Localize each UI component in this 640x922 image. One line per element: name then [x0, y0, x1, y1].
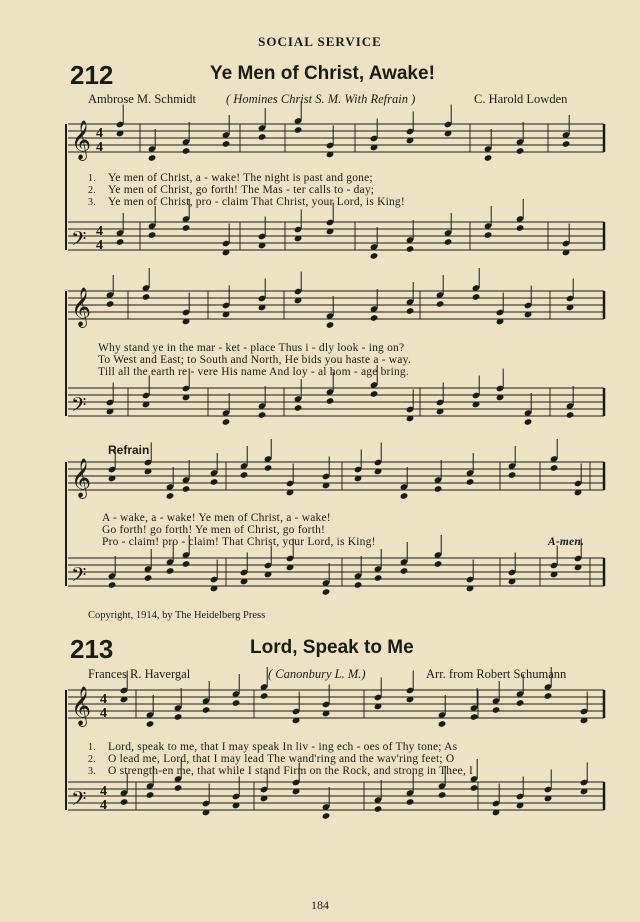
verse-line: Till all the earth re - vere His name And loy - al hom - age bring.	[98, 366, 409, 378]
note-head	[182, 147, 191, 155]
refrain-label: Refrain	[108, 443, 150, 457]
verse-text: Ye men of Christ, pro - claim That Christ, your Lord, is King!	[108, 196, 405, 208]
treble-clef: 𝄞	[71, 686, 92, 726]
note-head	[142, 293, 151, 301]
note-head	[374, 574, 383, 582]
note-head	[354, 581, 363, 589]
time-signature-top: 4	[96, 224, 103, 239]
note-head	[326, 321, 335, 329]
time-signature-top: 4	[96, 126, 103, 141]
note-head	[466, 478, 475, 486]
note-head	[400, 492, 409, 500]
note-head	[264, 464, 273, 472]
note-head	[106, 300, 115, 308]
note-head	[566, 411, 575, 419]
note-head	[438, 791, 447, 799]
time-signature-top: 4	[100, 692, 107, 707]
verse-text: Ye men of Christ, go forth! The Mas - ter calls to - day;	[108, 184, 375, 196]
tune-meter: ( Canonbury L. M.)	[268, 667, 366, 681]
note-head	[374, 805, 383, 813]
note-head	[174, 713, 183, 721]
verse-line: Why stand ye in the mar - ket - place Thus i - dly look - ing on?	[98, 342, 405, 354]
note-head	[436, 300, 445, 308]
note-head	[258, 411, 267, 419]
hymn-composer: C. Harold Lowden	[474, 92, 568, 106]
note-head	[562, 140, 571, 148]
note-head	[470, 713, 479, 721]
note-head	[144, 574, 153, 582]
note-head	[202, 706, 211, 714]
note-head	[470, 784, 479, 792]
note-head	[406, 245, 415, 253]
note-head	[182, 485, 191, 493]
note-head	[484, 154, 493, 162]
verse-line	[88, 196, 405, 208]
bass-clef: 𝄢	[71, 393, 87, 421]
note-head	[222, 418, 231, 426]
note-head	[148, 231, 157, 239]
verse-line: To West and East; to South and North, He bids you haste a - way.	[98, 354, 411, 366]
verse-number: 1.	[88, 742, 96, 753]
note-head	[370, 314, 379, 322]
refrain-line: A - wake, a - wake! Ye men of Christ, a - wake!	[102, 512, 331, 524]
note-head	[370, 252, 379, 260]
note-head	[438, 720, 447, 728]
note-head	[370, 390, 379, 398]
note-head	[492, 706, 501, 714]
verse-text: O lead me, Lord, that I may lead The wand'ring and the wav'ring feet; O	[108, 753, 455, 765]
verse-number: 1.	[88, 173, 96, 184]
note-head	[516, 699, 525, 707]
note-head	[294, 404, 303, 412]
note-head	[120, 798, 129, 806]
note-head	[182, 560, 191, 568]
note-head	[146, 720, 155, 728]
note-head	[544, 692, 553, 700]
bass-clef: 𝄢	[71, 563, 87, 591]
note-head	[322, 812, 331, 820]
note-head	[108, 581, 117, 589]
note-head	[406, 307, 415, 315]
verse-line	[88, 172, 373, 184]
note-head	[550, 464, 559, 472]
treble-clef: 𝄞	[71, 458, 92, 498]
treble-clef: 𝄞	[71, 287, 92, 327]
time-signature-bottom: 4	[100, 798, 107, 813]
note-head	[434, 560, 443, 568]
note-head	[294, 126, 303, 134]
note-head	[516, 147, 525, 155]
hymn-composer: Arr. from Robert Schumann	[426, 667, 567, 681]
note-head	[434, 485, 443, 493]
note-head	[210, 478, 219, 486]
hymn-author: Ambrose M. Schmidt	[88, 92, 196, 106]
note-head	[146, 791, 155, 799]
note-head	[322, 588, 331, 596]
note-head	[524, 418, 533, 426]
note-head	[116, 238, 125, 246]
note-head	[508, 471, 517, 479]
bass-clef: 𝄢	[71, 787, 87, 815]
note-head	[326, 397, 335, 405]
hymn-number: 212	[70, 60, 114, 90]
note-head	[174, 784, 183, 792]
verse-line	[88, 184, 374, 196]
verse-line	[88, 753, 454, 765]
time-signature-bottom: 4	[96, 238, 103, 253]
note-head	[258, 133, 267, 141]
verse-text: O strength-en me, that while I stand Firm on the Rock, and strong in Thee, I	[108, 765, 474, 777]
verse-number: 2.	[88, 185, 96, 196]
note-head	[222, 140, 231, 148]
note-head	[166, 492, 175, 500]
refrain-line: Go forth! go forth! Ye men of Christ, go forth!	[102, 524, 326, 536]
note-head	[166, 567, 175, 575]
tune-meter: ( Homines Christ S. M. With Refrain )	[226, 92, 416, 106]
hymn-number: 213	[70, 634, 114, 664]
time-signature-bottom: 4	[96, 140, 103, 155]
copyright-notice: Copyright, 1914, by The Heidelberg Press	[88, 610, 266, 621]
time-signature-bottom: 4	[100, 706, 107, 721]
verse-text: Lord, speak to me, that I may speak In liv - ing ech - oes of Thy tone; As	[108, 741, 458, 753]
verse-text: Ye men of Christ, a - wake! The night is past and gone;	[108, 172, 373, 184]
hymn-title: Lord, Speak to Me	[250, 637, 414, 658]
bass-clef: 𝄢	[71, 227, 87, 255]
note-head	[406, 798, 415, 806]
note-head	[472, 293, 481, 301]
note-head	[148, 154, 157, 162]
note-head	[444, 238, 453, 246]
note-head	[400, 567, 409, 575]
note-head	[182, 224, 191, 232]
hymn-title: Ye Men of Christ, Awake!	[210, 63, 435, 84]
verse-line	[88, 765, 473, 777]
verse-number: 2.	[88, 754, 96, 765]
refrain-line: Pro - claim! pro - claim! That Christ, your Lord, is King!	[102, 536, 376, 548]
verse-line	[88, 741, 457, 753]
amen-text: A-men.	[548, 536, 585, 548]
note-head	[232, 699, 241, 707]
section-title: SOCIAL SERVICE	[258, 34, 382, 49]
time-signature-top: 4	[100, 784, 107, 799]
verse-number: 3.	[88, 197, 96, 208]
hymn-author: Frances R. Havergal	[88, 667, 191, 681]
note-head	[484, 231, 493, 239]
page-number: 184	[311, 898, 329, 912]
verse-number: 3.	[88, 766, 96, 777]
note-head	[240, 471, 249, 479]
note-head	[260, 692, 269, 700]
note-head	[516, 224, 525, 232]
treble-clef: 𝄞	[71, 120, 92, 160]
